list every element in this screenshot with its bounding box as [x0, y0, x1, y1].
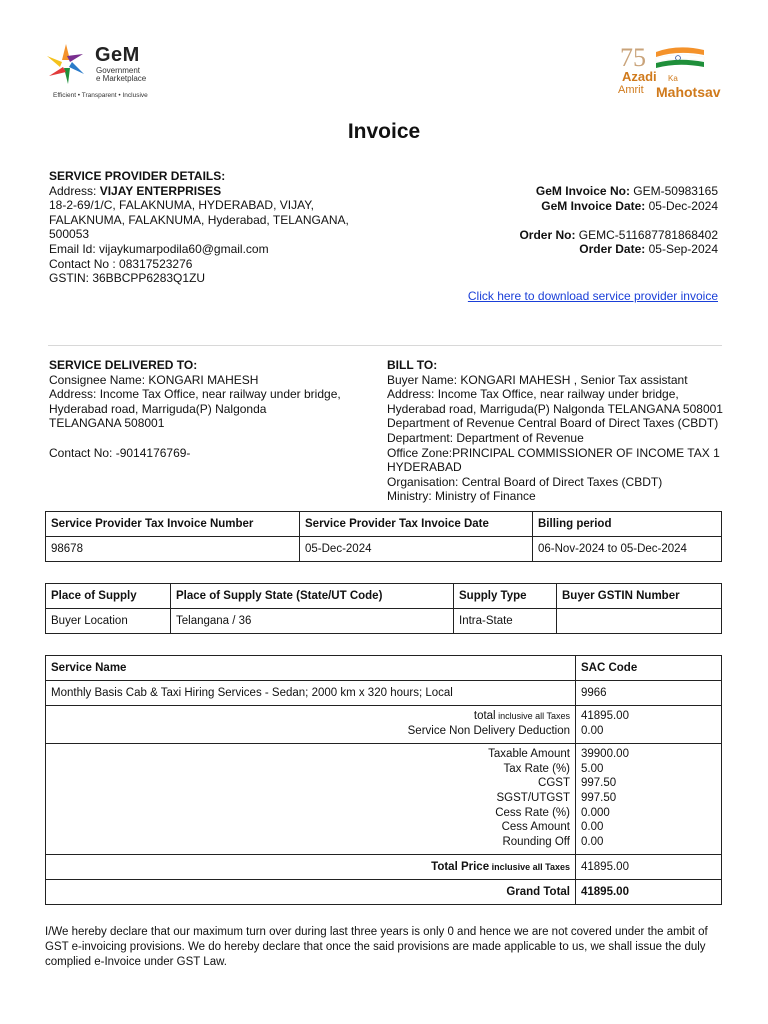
order-no-value: GEMC-511687781868402 — [575, 227, 718, 242]
provider-gstin: GSTIN: 36BBCPP6283Q1ZU — [49, 271, 206, 286]
provider-contact: Contact No : 08317523276 — [49, 256, 193, 271]
page-title: Invoice — [347, 120, 421, 143]
download-provider-invoice-link[interactable]: Click here to download service provider invoice — [467, 289, 718, 303]
azadi-logo-number: 75 — [620, 43, 646, 72]
breakdown-value: 997.50 — [581, 791, 617, 804]
bill-to-heading: BILL TO: — [387, 358, 438, 372]
table-cell — [557, 609, 722, 634]
bill-to-line: Office Zone:PRINCIPAL COMMISSIONER OF INCOME TAX 1 — [387, 445, 720, 460]
order-date-label: Order Date: — [579, 242, 646, 257]
breakdown-value: 0.00 — [581, 835, 604, 848]
service-provider-details — [49, 169, 379, 286]
bill-to-line: Department: Department of Revenue — [387, 430, 584, 445]
azadi-amrit-word: Amrit — [618, 84, 644, 96]
total-note: inclusive all Taxes — [495, 711, 570, 721]
gem-sub-line-1: Government — [96, 66, 141, 75]
breakdown-value: 997.50 — [581, 777, 617, 790]
gst-declaration: I/We hereby declare that our maximum turn over during last three years is only 0 and hence we are not covered under the ambit of GST e-invoicing provisions. We do hereby declare that once the said provisions are made applicable to us, we shall issue the duly complied e-Invoice under GST Law. — [45, 926, 708, 968]
total-price-note: inclusive all Taxes — [489, 862, 570, 873]
table-cell: Buyer Location — [46, 609, 171, 634]
bill-to-line: Ministry: Ministry of Finance — [387, 489, 536, 504]
bill-to-line: Department of Revenue Central Board of Direct Taxes (CBDT) — [387, 416, 719, 431]
gem-invoice-date — [519, 199, 718, 214]
provider-address-3: 500053 — [49, 227, 90, 242]
table-header: Service Provider Tax Invoice Date — [300, 512, 533, 537]
table-header: Buyer GSTIN Number — [557, 584, 722, 609]
table-header: Service Provider Tax Invoice Number — [46, 512, 300, 537]
table-header: Service Name — [46, 656, 576, 681]
total-price-label: Total Price — [431, 861, 490, 874]
delivered-line: TELANGANA 508001 — [49, 416, 165, 431]
gem-invoice-date-value: 05-Dec-2024 — [645, 198, 718, 213]
breakdown-values — [576, 744, 722, 855]
provider-name: VIJAY ENTERPRISES — [99, 183, 222, 198]
provider-address-2: FALAKNUMA, FALAKNUMA, Hyderabad, TELANGANA, — [49, 212, 349, 227]
breakdown-label: Rounding Off — [502, 835, 570, 848]
breakdown-value: 39900.00 — [581, 748, 629, 761]
grand-total-value: 41895.00 — [576, 880, 722, 905]
bill-to-line: Organisation: Central Board of Direct Taxes (CBDT) — [387, 474, 663, 489]
totals-values — [576, 706, 722, 744]
table-header: Supply Type — [454, 584, 557, 609]
breakdown-label: Cess Amount — [501, 821, 570, 834]
tax-invoice-table — [45, 511, 722, 562]
gem-invoice-date-label: GeM Invoice Date: — [541, 198, 646, 213]
breakdown-label: CGST — [538, 777, 570, 790]
bill-to-line: Hyderabad road, Marriguda(P) Nalgonda TELANGANA 508001 — [387, 401, 723, 416]
breakdown-value: 5.00 — [581, 762, 604, 775]
delivered-line: Address: Income Tax Office, near railway under bridge, — [49, 387, 341, 402]
table-cell: Intra-State — [454, 609, 557, 634]
breakdown-label: SGST/UTGST — [496, 791, 570, 804]
order-no-label: Order No: — [519, 227, 576, 242]
place-of-supply-table — [45, 583, 722, 634]
table-cell: 05-Dec-2024 — [300, 537, 533, 562]
delivered-line: Hyderabad road, Marriguda(P) Nalgonda — [49, 401, 267, 416]
service-delivered-to — [49, 358, 379, 460]
service-table — [45, 655, 722, 905]
bill-to-line: Address: Income Tax Office, near railway under bridge, — [387, 387, 679, 402]
totals-labels — [46, 706, 576, 744]
breakdown-label: Taxable Amount — [488, 748, 570, 761]
snd-value: 0.00 — [581, 724, 604, 737]
snd-label: Service Non Delivery Deduction — [407, 724, 570, 737]
total-label-row — [51, 709, 570, 724]
azadi-mahotsav-word: Mahotsav — [656, 84, 721, 100]
gem-brand-text: GeM — [95, 44, 140, 66]
breakdown-labels — [46, 744, 576, 855]
gem-invoice-no-value: GEM-50983165 — [629, 184, 718, 198]
provider-address-line — [49, 184, 379, 199]
gem-sub-text — [96, 67, 146, 83]
azadi-ka-word: Ka — [668, 74, 678, 83]
gem-invoice-no-label: GeM Invoice No: — [535, 184, 630, 198]
delivered-line: Consignee Name: KONGARI MAHESH — [49, 372, 259, 387]
provider-heading: SERVICE PROVIDER DETAILS: — [49, 169, 226, 183]
total-value: 41895.00 — [581, 710, 629, 722]
bill-to-line: Buyer Name: KONGARI MAHESH , Senior Tax assistant — [387, 372, 688, 387]
table-cell: 06-Nov-2024 to 05-Dec-2024 — [533, 537, 722, 562]
section-divider — [48, 345, 722, 346]
delivered-to-heading: SERVICE DELIVERED TO: — [49, 358, 198, 372]
bill-to — [387, 358, 727, 504]
bill-to-line: HYDERABAD — [387, 460, 462, 475]
gem-tagline: Efficient • Transparent • Inclusive — [53, 92, 148, 99]
grand-total-label: Grand Total — [46, 880, 576, 905]
table-header: Place of Supply State (State/UT Code) — [171, 584, 454, 609]
total-price-value: 41895.00 — [576, 855, 722, 880]
delivered-contact: Contact No: -9014176769- — [49, 445, 191, 460]
order-date — [519, 242, 718, 257]
breakdown-label: Cess Rate (%) — [495, 806, 570, 819]
table-header: Place of Supply — [46, 584, 171, 609]
table-cell: Telangana / 36 — [171, 609, 454, 634]
breakdown-label: Tax Rate (%) — [503, 762, 570, 775]
total-price-label-cell — [46, 855, 576, 880]
table-header: SAC Code — [576, 656, 722, 681]
table-cell: 98678 — [46, 537, 300, 562]
gem-invoice-no — [519, 184, 718, 199]
gem-sub-line-2: e Marketplace — [96, 74, 147, 83]
breakdown-value: 0.000 — [581, 806, 610, 819]
breakdown-value: 0.00 — [581, 821, 604, 834]
order-no — [519, 228, 718, 243]
table-header: Billing period — [533, 512, 722, 537]
provider-address-1: 18-2-69/1/C, FALAKNUMA, HYDERABAD, VIJAY, — [49, 198, 314, 213]
provider-email: Email Id: vijaykumarpodila60@gmail.com — [49, 241, 269, 256]
total-label: total — [473, 710, 496, 722]
provider-address-label: Address: — [49, 183, 100, 198]
service-name-cell: Monthly Basis Cab & Taxi Hiring Services - Sedan; 2000 km x 320 hours; Local — [46, 681, 576, 706]
invoice-meta — [519, 184, 718, 257]
sac-code-cell: 9966 — [576, 681, 722, 706]
order-date-value: 05-Sep-2024 — [645, 242, 718, 257]
azadi-word: Azadi — [622, 69, 657, 84]
